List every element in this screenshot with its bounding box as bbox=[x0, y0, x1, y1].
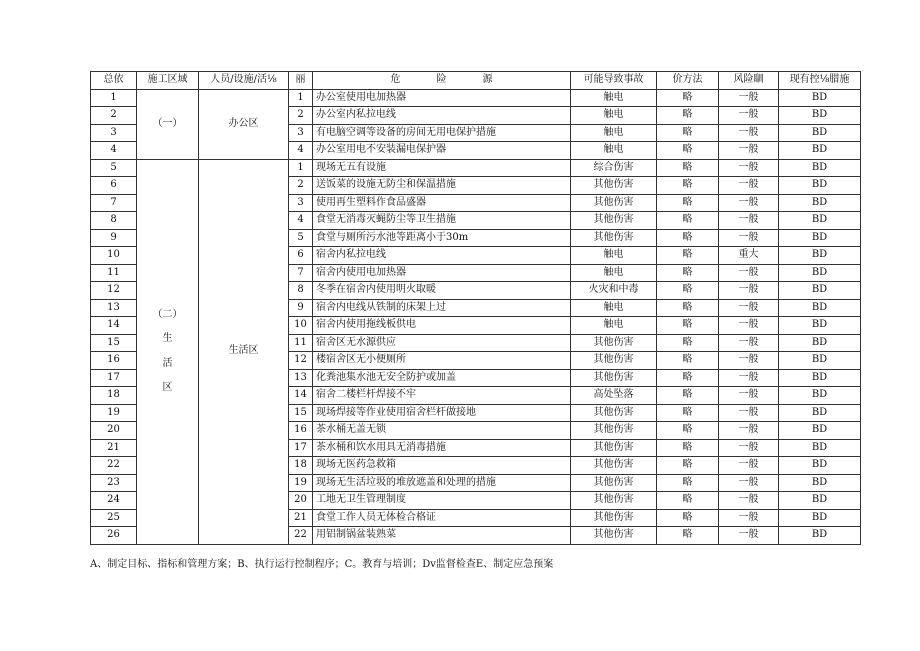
row-sub-no: 15 bbox=[289, 404, 313, 422]
row-accident: 其他伤害 bbox=[571, 177, 657, 195]
row-method: 略 bbox=[657, 369, 719, 387]
area-cell bbox=[137, 159, 199, 544]
row-level: 一般 bbox=[719, 124, 779, 142]
row-method: 略 bbox=[657, 457, 719, 475]
row-measure: BD bbox=[779, 159, 861, 177]
row-hazard-source: 宿舍内使用电加热器 bbox=[313, 264, 571, 282]
header-accident: 可能导致事故 bbox=[571, 72, 657, 90]
row-measure: BD bbox=[779, 439, 861, 457]
risk-table bbox=[90, 71, 861, 545]
row-sub-no: 3 bbox=[289, 124, 313, 142]
area-label: 区 bbox=[162, 382, 173, 393]
row-accident: 触电 bbox=[571, 107, 657, 125]
row-hazard-source: 使用再生塑料作食品盛器 bbox=[313, 194, 571, 212]
row-measure: BD bbox=[779, 387, 861, 405]
row-no: 21 bbox=[91, 439, 137, 457]
area-label: 活 bbox=[162, 357, 173, 369]
row-measure: BD bbox=[779, 334, 861, 352]
row-level: 一般 bbox=[719, 264, 779, 282]
row-hazard-source: 宿舍二楼栏杆焊接不牢 bbox=[313, 387, 571, 405]
row-measure: BD bbox=[779, 107, 861, 125]
row-accident: 触电 bbox=[571, 299, 657, 317]
row-sub-no: 18 bbox=[289, 457, 313, 475]
row-measure: BD bbox=[779, 142, 861, 160]
row-hazard-source: 楼宿舍区无小便厕所 bbox=[313, 352, 571, 370]
row-accident: 其他伤害 bbox=[571, 527, 657, 545]
row-accident: 其他伤害 bbox=[571, 212, 657, 230]
row-method: 略 bbox=[657, 387, 719, 405]
row-no: 1 bbox=[91, 89, 137, 107]
risk-register bbox=[90, 71, 861, 545]
row-level: 一般 bbox=[719, 369, 779, 387]
row-method: 略 bbox=[657, 177, 719, 195]
row-sub-no: 6 bbox=[289, 247, 313, 265]
row-hazard-source: 有电脑空调等设备的房间无用电保护措施 bbox=[313, 124, 571, 142]
row-hazard-source: 茶水桶和饮水用具无消毒措施 bbox=[313, 439, 571, 457]
row-method: 略 bbox=[657, 474, 719, 492]
row-accident: 其他伤害 bbox=[571, 334, 657, 352]
row-sub-no: 16 bbox=[289, 422, 313, 440]
row-accident: 其他伤害 bbox=[571, 509, 657, 527]
row-no: 23 bbox=[91, 474, 137, 492]
row-hazard-source: 茶水桶无盖无锁 bbox=[313, 422, 571, 440]
row-accident: 其他伤害 bbox=[571, 404, 657, 422]
header-personnel: 人员/设施/活⅛ bbox=[199, 72, 289, 90]
row-level: 一般 bbox=[719, 334, 779, 352]
row-level: 一般 bbox=[719, 457, 779, 475]
row-sub-no: 4 bbox=[289, 212, 313, 230]
row-no: 4 bbox=[91, 142, 137, 160]
row-measure: BD bbox=[779, 124, 861, 142]
row-hazard-source: 办公室使用电加热器 bbox=[313, 89, 571, 107]
row-level: 一般 bbox=[719, 492, 779, 510]
row-hazard-source: 现场无医药急救箱 bbox=[313, 457, 571, 475]
row-hazard-source: 宿舍内使用拖线板供电 bbox=[313, 317, 571, 335]
row-measure: BD bbox=[779, 282, 861, 300]
row-hazard-source: 送饭菜的设施无防尘和保温措施 bbox=[313, 177, 571, 195]
row-sub-no: 22 bbox=[289, 527, 313, 545]
row-level: 一般 bbox=[719, 177, 779, 195]
row-measure: BD bbox=[779, 299, 861, 317]
row-hazard-source: 办公室用电不安装漏电保护器 bbox=[313, 142, 571, 160]
row-sub-no: 9 bbox=[289, 299, 313, 317]
row-accident: 触电 bbox=[571, 124, 657, 142]
footnote: A、制定目标、指标和管理方案；B、执行运行控制程序；C。教育与培训；Dv监督检查E、制定应急预案 bbox=[90, 559, 554, 570]
row-hazard-source: 宿舍区无水源供应 bbox=[313, 334, 571, 352]
row-no: 19 bbox=[91, 404, 137, 422]
row-hazard-source: 食堂与厕所污水池等距离小于30m bbox=[313, 229, 571, 247]
row-method: 略 bbox=[657, 334, 719, 352]
row-measure: BD bbox=[779, 212, 861, 230]
row-level: 一般 bbox=[719, 107, 779, 125]
row-method: 略 bbox=[657, 352, 719, 370]
row-method: 略 bbox=[657, 142, 719, 160]
row-measure: BD bbox=[779, 474, 861, 492]
row-no: 9 bbox=[91, 229, 137, 247]
row-hazard-source: 宿舍内私拉电线 bbox=[313, 247, 571, 265]
personnel-cell: 办公区 bbox=[199, 89, 289, 159]
row-measure: BD bbox=[779, 229, 861, 247]
header-no: 总依 bbox=[91, 72, 137, 90]
row-no: 15 bbox=[91, 334, 137, 352]
row-method: 略 bbox=[657, 492, 719, 510]
row-sub-no: 11 bbox=[289, 334, 313, 352]
row-hazard-source: 现场无五有设施 bbox=[313, 159, 571, 177]
row-measure: BD bbox=[779, 89, 861, 107]
row-hazard-source: 用铝制锅盆装熟菜 bbox=[313, 527, 571, 545]
row-accident: 高处坠落 bbox=[571, 387, 657, 405]
row-no: 6 bbox=[91, 177, 137, 195]
row-level: 一般 bbox=[719, 352, 779, 370]
row-method: 略 bbox=[657, 89, 719, 107]
row-accident: 综合伤害 bbox=[571, 159, 657, 177]
row-method: 略 bbox=[657, 264, 719, 282]
row-method: 略 bbox=[657, 247, 719, 265]
personnel-cell: 生活区 bbox=[199, 159, 289, 544]
row-hazard-source: 办公室内私拉电线 bbox=[313, 107, 571, 125]
row-no: 24 bbox=[91, 492, 137, 510]
row-level: 一般 bbox=[719, 194, 779, 212]
row-accident: 其他伤害 bbox=[571, 439, 657, 457]
row-sub-no: 17 bbox=[289, 439, 313, 457]
row-sub-no: 4 bbox=[289, 142, 313, 160]
row-method: 略 bbox=[657, 527, 719, 545]
row-no: 5 bbox=[91, 159, 137, 177]
row-no: 3 bbox=[91, 124, 137, 142]
row-measure: BD bbox=[779, 422, 861, 440]
table-row bbox=[91, 89, 861, 107]
row-method: 略 bbox=[657, 212, 719, 230]
row-hazard-source: 冬季在宿舍内使用明火取暖 bbox=[313, 282, 571, 300]
row-level: 一般 bbox=[719, 474, 779, 492]
row-accident: 触电 bbox=[571, 142, 657, 160]
row-no: 14 bbox=[91, 317, 137, 335]
row-sub-no: 20 bbox=[289, 492, 313, 510]
row-sub-no: 8 bbox=[289, 282, 313, 300]
row-accident: 其他伤害 bbox=[571, 352, 657, 370]
header-measures: 现有控⅛腊施 bbox=[779, 72, 861, 90]
row-sub-no: 13 bbox=[289, 369, 313, 387]
row-level: 一般 bbox=[719, 142, 779, 160]
row-accident: 其他伤害 bbox=[571, 474, 657, 492]
row-no: 18 bbox=[91, 387, 137, 405]
row-sub-no: 1 bbox=[289, 159, 313, 177]
row-measure: BD bbox=[779, 404, 861, 422]
row-no: 11 bbox=[91, 264, 137, 282]
row-no: 13 bbox=[91, 299, 137, 317]
row-no: 22 bbox=[91, 457, 137, 475]
row-method: 略 bbox=[657, 159, 719, 177]
row-accident: 触电 bbox=[571, 247, 657, 265]
row-level: 一般 bbox=[719, 439, 779, 457]
row-level: 一般 bbox=[719, 509, 779, 527]
row-measure: BD bbox=[779, 264, 861, 282]
row-level: 重大 bbox=[719, 247, 779, 265]
row-no: 26 bbox=[91, 527, 137, 545]
row-no: 25 bbox=[91, 509, 137, 527]
row-hazard-source: 现场焊接等作业使用宿舍栏杆做接地 bbox=[313, 404, 571, 422]
header-hazard-char: 源 bbox=[482, 74, 493, 85]
header-row bbox=[91, 72, 861, 90]
row-sub-no: 10 bbox=[289, 317, 313, 335]
row-measure: BD bbox=[779, 457, 861, 475]
row-no: 20 bbox=[91, 422, 137, 440]
row-level: 一般 bbox=[719, 527, 779, 545]
header-sub-no: 丽 bbox=[289, 72, 313, 90]
row-accident: 其他伤害 bbox=[571, 369, 657, 387]
row-measure: BD bbox=[779, 352, 861, 370]
row-measure: BD bbox=[779, 492, 861, 510]
row-level: 一般 bbox=[719, 422, 779, 440]
row-no: 8 bbox=[91, 212, 137, 230]
table-row bbox=[91, 159, 861, 177]
row-method: 略 bbox=[657, 509, 719, 527]
header-area: 施工区域 bbox=[137, 72, 199, 90]
row-accident: 其他伤害 bbox=[571, 422, 657, 440]
row-sub-no: 5 bbox=[289, 229, 313, 247]
row-method: 略 bbox=[657, 439, 719, 457]
row-method: 略 bbox=[657, 299, 719, 317]
row-level: 一般 bbox=[719, 212, 779, 230]
area-cell bbox=[137, 89, 199, 159]
header-level: 风险瞓 bbox=[719, 72, 779, 90]
row-no: 17 bbox=[91, 369, 137, 387]
row-accident: 其他伤害 bbox=[571, 492, 657, 510]
row-no: 2 bbox=[91, 107, 137, 125]
row-no: 12 bbox=[91, 282, 137, 300]
row-sub-no: 21 bbox=[289, 509, 313, 527]
row-level: 一般 bbox=[719, 229, 779, 247]
row-accident: 触电 bbox=[571, 89, 657, 107]
row-measure: BD bbox=[779, 369, 861, 387]
row-level: 一般 bbox=[719, 159, 779, 177]
row-measure: BD bbox=[779, 509, 861, 527]
row-accident: 其他伤害 bbox=[571, 194, 657, 212]
row-level: 一般 bbox=[719, 89, 779, 107]
row-no: 16 bbox=[91, 352, 137, 370]
row-method: 略 bbox=[657, 422, 719, 440]
area-label: 生 bbox=[162, 333, 173, 344]
header-method: 价方法 bbox=[657, 72, 719, 90]
row-measure: BD bbox=[779, 177, 861, 195]
row-level: 一般 bbox=[719, 282, 779, 300]
row-level: 一般 bbox=[719, 404, 779, 422]
row-accident: 触电 bbox=[571, 264, 657, 282]
row-hazard-source: 化粪池集水池无安全防护或加盖 bbox=[313, 369, 571, 387]
row-method: 略 bbox=[657, 404, 719, 422]
area-label: （一） bbox=[152, 117, 183, 129]
row-no: 10 bbox=[91, 247, 137, 265]
row-measure: BD bbox=[779, 194, 861, 212]
row-sub-no: 2 bbox=[289, 177, 313, 195]
row-method: 略 bbox=[657, 194, 719, 212]
row-sub-no: 14 bbox=[289, 387, 313, 405]
row-method: 略 bbox=[657, 107, 719, 125]
row-method: 略 bbox=[657, 317, 719, 335]
row-level: 一般 bbox=[719, 299, 779, 317]
row-sub-no: 1 bbox=[289, 89, 313, 107]
row-measure: BD bbox=[779, 317, 861, 335]
row-level: 一般 bbox=[719, 317, 779, 335]
row-level: 一般 bbox=[719, 387, 779, 405]
row-sub-no: 7 bbox=[289, 264, 313, 282]
row-accident: 火灾和中毒 bbox=[571, 282, 657, 300]
row-sub-no: 3 bbox=[289, 194, 313, 212]
row-method: 略 bbox=[657, 282, 719, 300]
row-accident: 其他伤害 bbox=[571, 457, 657, 475]
header-hazard-char: 险 bbox=[436, 74, 447, 85]
row-method: 略 bbox=[657, 124, 719, 142]
row-method: 略 bbox=[657, 229, 719, 247]
row-no: 7 bbox=[91, 194, 137, 212]
row-accident: 触电 bbox=[571, 317, 657, 335]
row-sub-no: 2 bbox=[289, 107, 313, 125]
row-accident: 其他伤害 bbox=[571, 229, 657, 247]
header-hazard-char: 危 bbox=[390, 74, 401, 85]
area-label: （二） bbox=[152, 308, 183, 320]
row-hazard-source: 食堂无消毒灭蝇防尘等卫生措施 bbox=[313, 212, 571, 230]
row-hazard-source: 工地无卫生管理制度 bbox=[313, 492, 571, 510]
row-hazard-source: 现场无生活垃圾的堆放遮盖和处理的措施 bbox=[313, 474, 571, 492]
header-hazard-source bbox=[313, 72, 571, 90]
row-hazard-source: 食堂工作人员无体检合格证 bbox=[313, 509, 571, 527]
row-measure: BD bbox=[779, 247, 861, 265]
row-measure: BD bbox=[779, 527, 861, 545]
row-sub-no: 12 bbox=[289, 352, 313, 370]
row-hazard-source: 宿舍内电线从铁制的床架上过 bbox=[313, 299, 571, 317]
row-sub-no: 19 bbox=[289, 474, 313, 492]
